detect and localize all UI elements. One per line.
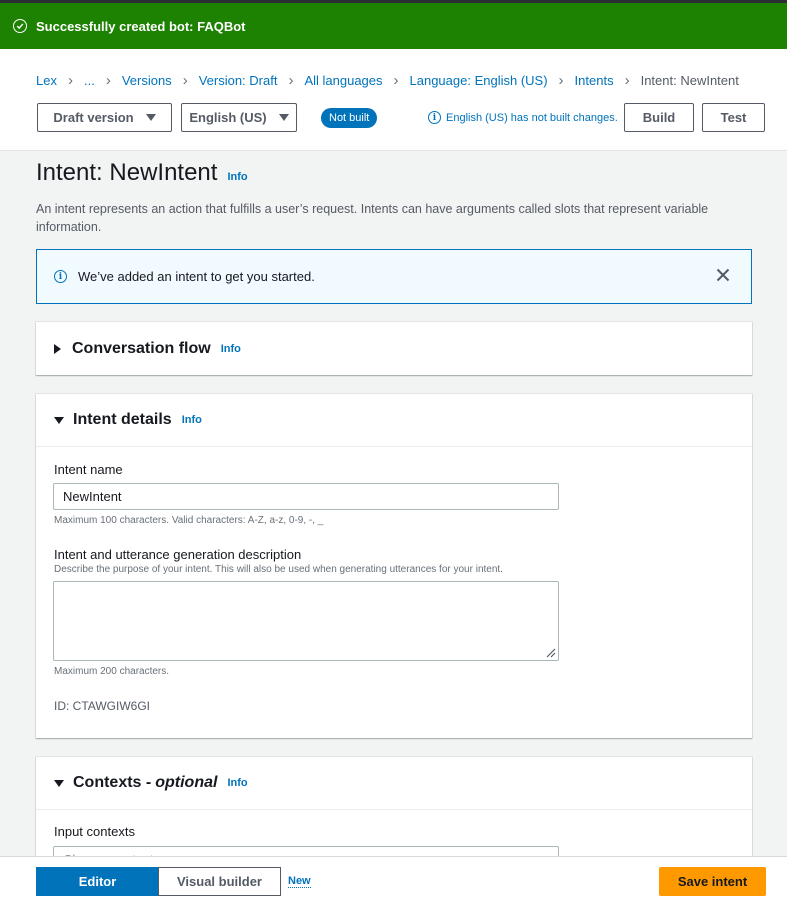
page-title-row xyxy=(36,159,248,187)
contexts-info-link[interactable]: Info xyxy=(227,777,248,789)
build-note xyxy=(428,111,618,124)
description-hint: Maximum 200 characters. xyxy=(54,666,170,677)
breadcrumb-version-draft[interactable]: Version: Draft xyxy=(198,73,278,88)
caret-down-icon xyxy=(54,780,64,787)
intent-details-info-link[interactable]: Info xyxy=(181,414,202,426)
description-textarea[interactable] xyxy=(53,581,559,661)
breadcrumb-current: Intent: NewIntent xyxy=(640,73,739,88)
caret-down-icon xyxy=(279,114,289,121)
page-header xyxy=(0,49,787,151)
conversation-flow-title: Conversation flow xyxy=(72,339,211,357)
breadcrumb-ellipsis[interactable]: ... xyxy=(83,73,95,88)
success-check-icon xyxy=(13,19,27,33)
intent-details-title: Intent details xyxy=(73,411,172,428)
success-flashbar xyxy=(0,3,787,49)
intent-name-hint: Maximum 100 characters. Valid characters: A-Z, a-z, 0-9, -, _ xyxy=(54,515,324,526)
build-button-label: Build xyxy=(642,110,676,125)
intent-name-label: Intent name xyxy=(54,462,123,477)
breadcrumb xyxy=(36,73,739,88)
intent-details-header[interactable] xyxy=(36,394,752,447)
breadcrumb-language[interactable]: Language: English (US) xyxy=(409,73,548,88)
header-controls xyxy=(37,103,765,132)
contexts-header[interactable] xyxy=(36,757,752,810)
new-tag: New xyxy=(288,875,311,887)
info-icon: i xyxy=(54,270,67,283)
build-status-badge: Not built xyxy=(321,108,377,128)
conversation-flow-info-link[interactable]: Info xyxy=(220,342,241,355)
chevron-right-icon: › xyxy=(105,72,111,89)
chevron-right-icon: › xyxy=(288,72,294,89)
save-intent-button[interactable]: Save intent xyxy=(659,867,766,896)
info-icon: i xyxy=(428,111,441,124)
visual-builder-toggle[interactable]: Visual builder xyxy=(158,867,281,896)
footer-bar xyxy=(0,856,787,900)
conversation-flow-panel xyxy=(36,322,752,375)
version-select[interactable] xyxy=(37,103,172,132)
breadcrumb-intents[interactable]: Intents xyxy=(574,73,614,88)
resize-handle-icon[interactable] xyxy=(544,646,556,658)
description-sublabel: Describe the purpose of your intent. This will also be used when generating utterances for your intent. xyxy=(54,564,503,575)
breadcrumb-versions[interactable]: Versions xyxy=(121,73,172,88)
chevron-right-icon: › xyxy=(558,72,564,89)
info-alert xyxy=(36,249,752,304)
conversation-flow-header[interactable] xyxy=(36,322,752,375)
chevron-right-icon: › xyxy=(67,72,73,89)
caret-down-icon xyxy=(54,417,64,424)
close-icon[interactable] xyxy=(715,267,731,283)
chevron-right-icon: › xyxy=(182,72,188,89)
intent-id: ID: CTAWGIW6GI xyxy=(54,699,150,713)
page-description: An intent represents an action that fulfills a user’s request. Intents can have arguments called slots that represent variable information. xyxy=(36,202,709,234)
chevron-right-icon: › xyxy=(624,72,630,89)
flash-message: Successfully created bot: FAQBot xyxy=(36,18,246,34)
caret-right-icon xyxy=(54,344,61,354)
page-info-link[interactable]: Info xyxy=(227,171,248,183)
input-contexts-label: Input contexts xyxy=(54,824,135,839)
build-note-text: English (US) has not built changes. xyxy=(446,111,618,124)
description-label: Intent and utterance generation description xyxy=(54,547,302,562)
contexts-optional: optional xyxy=(155,774,218,791)
breadcrumb-lex[interactable]: Lex xyxy=(36,73,57,88)
intent-name-input[interactable]: NewIntent xyxy=(53,483,559,510)
alert-message: We’ve added an intent to get you started. xyxy=(78,269,315,284)
test-button[interactable] xyxy=(702,103,765,132)
breadcrumb-all-languages[interactable]: All languages xyxy=(304,73,383,88)
version-select-label: Draft version xyxy=(53,110,134,125)
page-title: Intent: NewIntent xyxy=(36,159,218,186)
language-select[interactable] xyxy=(181,103,297,132)
test-button-label: Test xyxy=(720,110,747,125)
contexts-title: Contexts - xyxy=(73,774,152,791)
editor-toggle[interactable]: Editor xyxy=(36,867,159,896)
intent-details-panel xyxy=(36,394,752,738)
build-button[interactable] xyxy=(624,103,694,132)
chevron-right-icon: › xyxy=(393,72,399,89)
caret-down-icon xyxy=(146,114,156,121)
language-select-label: English (US) xyxy=(189,110,267,125)
